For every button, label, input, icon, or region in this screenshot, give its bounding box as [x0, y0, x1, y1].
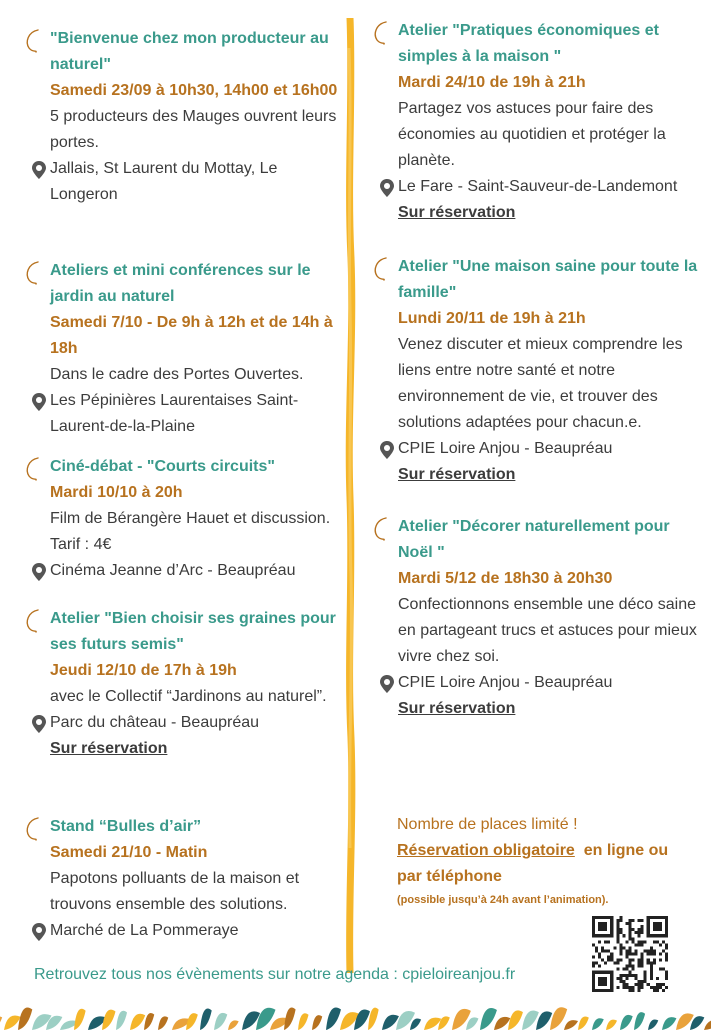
event-cine-debat — [24, 454, 342, 584]
decorative-leaf — [536, 1011, 552, 1030]
event-location — [50, 918, 342, 944]
decorative-leaf — [522, 1010, 539, 1030]
decorative-leaf — [550, 1007, 567, 1030]
map-pin-icon — [380, 675, 394, 693]
event-date: Samedi 7/10 - De 9h à 12h et de 14h à 18h — [50, 314, 333, 357]
reservation-link[interactable]: Sur réservation — [398, 466, 516, 483]
event-description: Confectionnons ensemble une déco saine en partageant trucs et astuces pour mieux vivre chez soi. — [398, 596, 697, 665]
places-limited-text: Nombre de places limité ! — [397, 816, 578, 833]
decorative-leaf — [634, 1012, 645, 1030]
event-title: Atelier "Décorer naturellement pour Noël " — [398, 518, 670, 561]
reservation-link[interactable]: Sur réservation — [398, 204, 516, 221]
event-location-text: Cinéma Jeanne d’Arc - Beaupréau — [50, 562, 296, 579]
event-title: Stand “Bulles d’air” — [50, 818, 202, 835]
decorative-leaf — [690, 1016, 704, 1030]
event-description: Film de Bérangère Hauet et discussion. Tarif : 4€ — [50, 510, 331, 553]
event-location-text: CPIE Loire Anjou - Beaupréau — [398, 440, 613, 457]
decorative-leaf — [592, 1018, 604, 1030]
reservation-note: (possible jusqu’à 24h avant l’animation). — [397, 894, 609, 906]
event-description: Papotons polluants de la maison et trouvons ensemble des solutions. — [50, 870, 300, 913]
agenda-footer-text: Retrouvez tous nos évènements sur notre agenda : cpieloireanjou.fr — [34, 966, 516, 983]
reservation-required-text — [397, 838, 697, 890]
decorative-leaf — [382, 1015, 399, 1030]
event-title: Atelier "Bien choisir ses graines pour ses futurs semis" — [50, 610, 336, 653]
reservation-info — [397, 812, 697, 908]
event-location-text: CPIE Loire Anjou - Beaupréau — [398, 674, 613, 691]
event-description: avec le Collectif “Jardinons au naturel”. — [50, 688, 327, 705]
leaf-outline-icon — [372, 20, 392, 46]
decorative-leaf — [186, 1013, 198, 1030]
decorative-leaf — [606, 1020, 617, 1030]
decorative-leaf — [0, 1016, 2, 1030]
decorative-leaf — [158, 1016, 168, 1030]
decorative-leaf — [102, 1010, 115, 1030]
event-location — [398, 670, 706, 696]
event-location — [50, 156, 342, 208]
event-title: Atelier "Une maison saine pour toute la famille" — [398, 258, 698, 301]
map-pin-icon — [380, 441, 394, 459]
decorative-leaf — [704, 1020, 711, 1030]
event-location — [398, 436, 706, 462]
leaf-outline-icon — [24, 28, 44, 54]
decorative-leaf — [144, 1013, 154, 1030]
event-title: "Bienvenue chez mon producteur au naturel" — [50, 30, 329, 73]
map-pin-icon — [32, 563, 46, 581]
decorative-leaf — [326, 1007, 341, 1030]
decorative-leaf — [116, 1011, 127, 1030]
decorative-leaf — [214, 1013, 227, 1030]
event-title: Ciné-débat - "Courts circuits" — [50, 458, 275, 475]
decorative-leaf — [284, 1008, 296, 1030]
event-description: Partagez vos astuces pour faire des économies au quotidien et protéger la planète. — [398, 100, 666, 169]
event-bienvenue-producteur — [24, 26, 342, 208]
event-location — [50, 558, 342, 584]
event-location-text: Le Fare - Saint-Sauveur-de-Landemont — [398, 178, 678, 195]
leaf-outline-icon — [372, 516, 392, 542]
event-pratiques-economiques — [372, 18, 706, 226]
map-pin-icon — [380, 179, 394, 197]
event-location-text: Marché de La Pommeraye — [50, 922, 239, 939]
decorative-leaf — [228, 1020, 239, 1030]
leaf-outline-icon — [24, 608, 44, 634]
decorative-leaf — [298, 1013, 309, 1030]
event-date: Samedi 23/09 à 10h30, 14h00 et 16h00 — [50, 82, 338, 99]
leaf-outline-icon — [24, 816, 44, 842]
decorative-leaf — [130, 1014, 145, 1030]
event-location-text: Les Pépinières Laurentaises Saint-Laurent-de-la-Plaine — [50, 392, 299, 435]
decorative-leaf-band — [0, 1000, 711, 1030]
decorative-leaf — [620, 1015, 633, 1030]
event-maison-saine — [372, 254, 706, 488]
reservation-link[interactable]: Sur réservation — [50, 740, 168, 757]
decorative-leaf — [578, 1016, 589, 1030]
event-date: Samedi 21/10 - Matin — [50, 844, 208, 861]
event-location-text: Parc du château - Beaupréau — [50, 714, 260, 731]
event-location — [50, 710, 342, 736]
decorative-leaf — [368, 1008, 379, 1030]
reservation-channels-text: en ligne ou par téléphone — [397, 842, 673, 885]
decorative-leaf — [18, 1007, 32, 1030]
decorative-leaf — [4, 1015, 21, 1030]
decorative-leaf — [410, 1019, 421, 1030]
decorative-leaf — [508, 1010, 523, 1030]
qr-code[interactable] — [592, 916, 668, 992]
event-date: Jeudi 12/10 de 17h à 19h — [50, 662, 237, 679]
event-location — [398, 174, 706, 200]
decorative-leaf — [494, 1017, 510, 1030]
decorative-leaf — [312, 1015, 322, 1030]
leaf-outline-icon — [24, 260, 44, 286]
decorative-leaf — [480, 1008, 497, 1030]
decorative-leaf — [564, 1020, 578, 1030]
map-pin-icon — [32, 393, 46, 411]
event-description: Dans le cadre des Portes Ouvertes. — [50, 366, 304, 383]
event-description: 5 producteurs des Mauges ouvrent leurs portes. — [50, 108, 337, 151]
event-date: Mardi 24/10 de 19h à 21h — [398, 74, 586, 91]
event-description: Venez discuter et mieux comprendre les liens entre notre santé et notre environnement de vie, et trouver des solutions adaptées pour chacun.e. — [398, 336, 683, 431]
decorative-leaf — [74, 1009, 86, 1030]
event-decorer-noel — [372, 514, 706, 722]
event-jardin-naturel — [24, 258, 342, 440]
map-pin-icon — [32, 715, 46, 733]
decorative-leaf — [466, 1017, 478, 1030]
leaf-outline-icon — [372, 256, 392, 282]
event-graines-semis — [24, 606, 342, 762]
orange-brush-divider — [340, 18, 360, 973]
event-title: Atelier "Pratiques économiques et simples à la maison " — [398, 22, 659, 65]
event-location — [50, 388, 342, 440]
map-pin-icon — [32, 161, 46, 179]
event-date: Mardi 10/10 à 20h — [50, 484, 183, 501]
event-title: Ateliers et mini conférences sur le jardin au naturel — [50, 262, 311, 305]
decorative-leaf — [648, 1019, 658, 1030]
leaf-outline-icon — [24, 456, 44, 482]
decorative-leaf — [200, 1009, 212, 1030]
reservation-required-link[interactable]: Réservation obligatoire — [397, 842, 575, 859]
map-pin-icon — [32, 923, 46, 941]
event-date: Mardi 5/12 de 18h30 à 20h30 — [398, 570, 613, 587]
event-location-text: Jallais, St Laurent du Mottay, Le Longeron — [50, 160, 278, 203]
reservation-link[interactable]: Sur réservation — [398, 700, 516, 717]
event-bulles-air — [24, 814, 342, 944]
event-date: Lundi 20/11 de 19h à 21h — [398, 310, 586, 327]
decorative-leaf — [354, 1009, 370, 1030]
decorative-leaf — [662, 1017, 676, 1030]
